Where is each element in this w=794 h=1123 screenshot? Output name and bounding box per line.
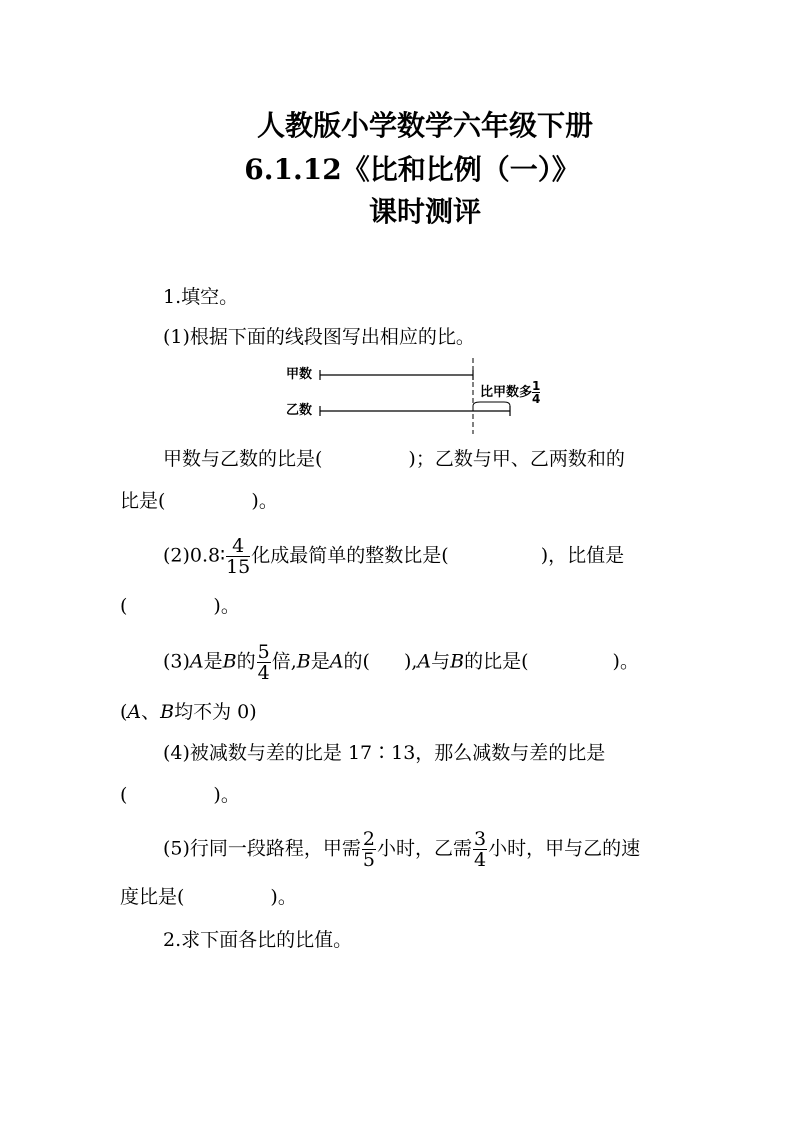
var-b: B [296, 650, 311, 673]
q2-heading: 2.求下面各比的比值。 [163, 929, 353, 951]
fraction-num: 3 [474, 828, 487, 850]
q1-p1-line2 [120, 488, 278, 514]
var-a: A [329, 650, 344, 673]
q1-p3-line2-open: ( [120, 701, 128, 723]
q1-p4-line2 [120, 782, 240, 808]
title-line-3: 课时测评 [368, 195, 481, 228]
q1-p2-b: 化成最简单的整数比是( [251, 544, 449, 567]
q1-p2-line2-b: )。 [213, 595, 240, 617]
q1-p4-line2-a: ( [120, 784, 128, 806]
q1-p3-ratio: 的比是( [464, 650, 529, 673]
note-fraction [532, 380, 540, 405]
q1-p3-line2-sep: 、 [141, 701, 161, 723]
label-yi: 乙数 [286, 403, 313, 418]
q1-p2-line2-a: ( [120, 595, 128, 617]
fraction-2-5 [362, 829, 376, 870]
note-text: 比甲数多 [480, 385, 533, 400]
q1-p3-line2-rest: 均不为 0) [174, 701, 257, 723]
fraction-num: 4 [226, 536, 250, 557]
fraction-den: 4 [474, 849, 487, 871]
q1-p1-line2-a: 比是( [120, 490, 166, 512]
q1-p3-de: 的 [236, 650, 256, 673]
fraction-5-4 [257, 642, 271, 683]
var-b: B [160, 701, 175, 723]
q1-p3-a: (3) [163, 650, 190, 673]
fraction-num: 2 [362, 828, 376, 850]
q1-p4-line1: (4)被减数与差的比是 17∶13，那么减数与差的比是 [163, 742, 606, 764]
q1-p4-line2-b: )。 [213, 784, 240, 806]
q1-p5-line2-b: )。 [270, 886, 297, 908]
q1-p5-b: 小时，乙需 [377, 837, 473, 860]
q1-p2-line2 [120, 593, 240, 619]
note-fraction-num: 1 [532, 379, 541, 393]
q1-p5-c: 小时，甲与乙的速 [488, 837, 641, 860]
q1-p3-is: 是 [203, 650, 223, 673]
var-a: A [189, 650, 204, 673]
q1-p3-line1 [163, 642, 639, 683]
var-a: A [127, 701, 142, 723]
fraction-den: 5 [362, 849, 376, 871]
q1-p2-a: (2)0.8∶ [163, 544, 226, 567]
fraction-3-4 [473, 829, 487, 870]
q1-p1-line1 [163, 446, 625, 472]
q1-p3-line2 [120, 699, 257, 725]
q1-heading: 1.填空。 [163, 286, 239, 308]
q1-p3-shi: 是 [310, 650, 330, 673]
fraction-den: 4 [257, 662, 270, 684]
q1-p1-line1-b: )；乙数与甲、乙两数和的 [408, 448, 625, 470]
var-b: B [222, 650, 237, 673]
fraction-num: 5 [257, 641, 270, 663]
label-note [480, 380, 540, 405]
var-b: B [450, 650, 465, 673]
q1-p3-close: ), [403, 650, 418, 673]
title-line-2: 6.1.12《比和比例（一）》 [244, 153, 580, 186]
note-fraction-den: 4 [532, 392, 541, 406]
label-jia: 甲数 [286, 367, 313, 382]
q1-p5-a: (5)行同一段路程，甲需 [163, 837, 361, 860]
q1-p1-line1-a: 甲数与乙数的比是( [163, 448, 323, 470]
q1-p3-yu: 与 [431, 650, 451, 673]
fraction-den: 15 [226, 556, 251, 578]
q1-p3-end: )。 [612, 650, 639, 673]
q1-p3-de2: 的( [343, 650, 370, 673]
q1-p5-line2-a: 度比是( [120, 886, 185, 908]
title-line-1: 人教版小学数学六年级下册 [256, 109, 593, 142]
q1-p5-line2 [120, 884, 297, 910]
q1-p3-bei: 倍, [271, 650, 297, 673]
q1-p2-c: )，比值是 [540, 544, 625, 567]
q1-p1-text: (1)根据下面的线段图写出相应的比。 [163, 326, 475, 348]
fraction-4-15 [226, 536, 250, 577]
var-a: A [417, 650, 432, 673]
segment-diagram [280, 356, 570, 436]
q1-p2-line1 [163, 536, 624, 577]
q1-p1-line2-b: )。 [251, 490, 278, 512]
q1-p5-line1 [163, 829, 640, 870]
